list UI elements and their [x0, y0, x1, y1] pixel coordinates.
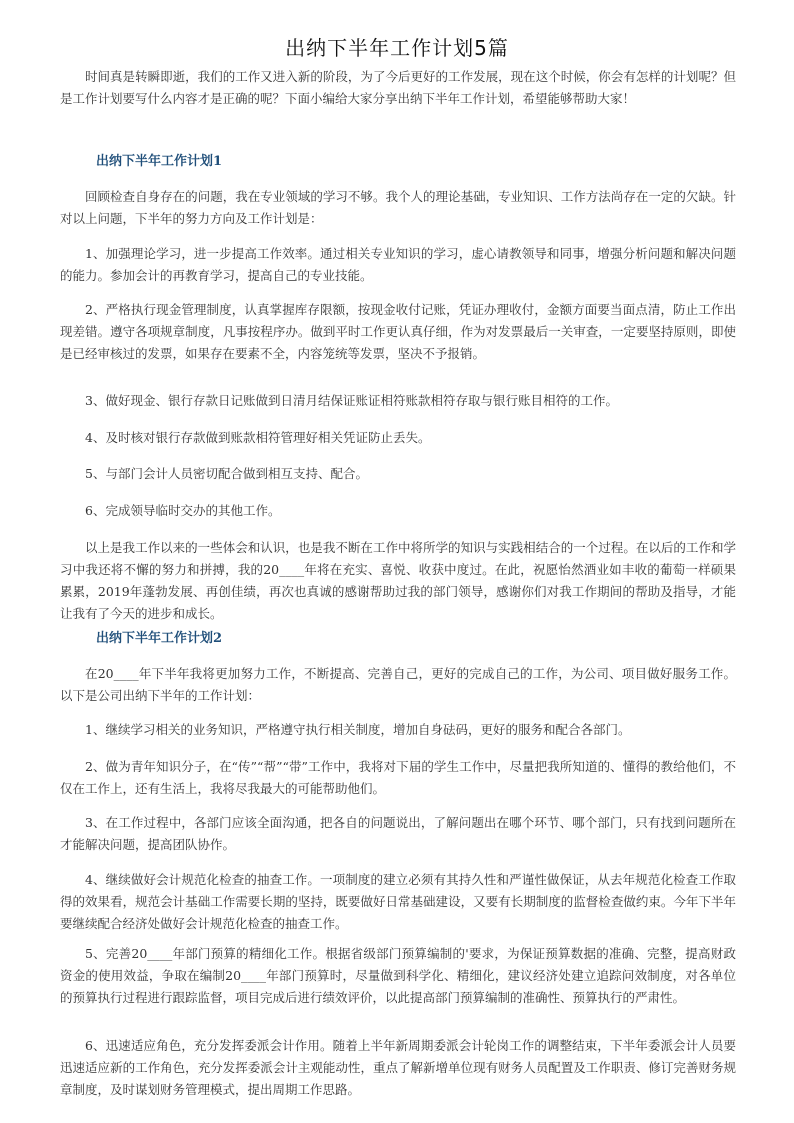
section-2-paragraph-5: 5、完善20____年部门预算的精细化工作。根据省级部门预算编制的'要求，为保证预算数据的准确、完整，提高财政资金的使用效益，争取在编制20____年部门预算时，尽量做到科学化、精细化，建议经济处建立追踪问效制度，对各单位的预算执行过程进行跟踪监督，项目完成后进行绩效评价，以此提高部门预算编制的准确性、预算执行的严肃性。 — [60, 946, 736, 1005]
section-2-paragraph-6: 6、迅速适应角色，充分发挥委派会计作用。随着上半年新周期委派会计轮岗工作的调整结束，下半年委派会计人员要迅速适应新的工作角色，充分发挥委派会计主观能动性，重点了解新增单位现有财务人员配置及工作职责、修订完善财务规章制度，及时谋划财务管理模式，提出周期工作思路。 — [60, 1038, 736, 1097]
section-1-paragraph-6: 6、完成领导临时交办的其他工作。 — [85, 503, 281, 518]
section-2-paragraph-0: 在20____年下半年我将更加努力工作，不断提高、完善自己，更好的完成自己的工作，为公司、项目做好服务工作。以下是公司出纳下半年的工作计划： — [60, 666, 736, 703]
section-1-paragraph-5: 5、与部门会计人员密切配合做到相互支持、配合。 — [85, 466, 368, 481]
section-1-heading: 出纳下半年工作计划1 — [96, 154, 223, 169]
section-1-paragraph-2: 2、严格执行现金管理制度，认真掌握库存限额，按现金收付记账，凭证办理收付，金额方面要当面点清，防止工作出现差错。遵守各项规章制度，凡事按程序办。做到平时工作更认真仔细，作为对发票最后一关审查，一定要坚持原则，即使是已经审核过的发票，如果存在要素不全，内容笼统等发票，坚决不予报销。 — [60, 302, 736, 361]
section-2-paragraph-4: 4、继续做好会计规范化检查的抽查工作。一项制度的建立必须有其持久性和严谨性做保证，从去年规范化检查工作取得的效果看，规范会计基础工作需要长期的坚持，既要做好日常基础建设，又要有长期制度的监督检查做约束。今年下半年要继续配合经济处做好会计规范化检查的抽查工作。 — [60, 872, 736, 931]
section-1-paragraph-7: 以上是我工作以来的一些体会和认识，也是我不断在工作中将所学的知识与实践相结合的一个过程。在以后的工作和学习中我还将不懈的努力和拼搏，我的20____年将在充实、喜悦、收获中度过。在此，祝愿怡然酒业如丰收的葡萄一样硕果累累，2019年蓬勃发展、再创佳绩，再次也真诚的感谢帮助过我的部门领导，感谢你们对我工作期间的帮助及指导，才能让我有了今天的进步和成长。 — [60, 540, 736, 621]
section-2-paragraph-2: 2、做为青年知识分子，在“传”“帮”“带”工作中，我将对下届的学生工作中，尽量把我所知道的、懂得的教给他们，不仅在工作上，还有生活上，我将尽我最大的可能帮助他们。 — [60, 759, 736, 796]
section-1-paragraph-0: 回顾检查自身存在的问题，我在专业领域的学习不够。我个人的理论基础，专业知识、工作方法尚存在一定的欠缺。针对以上问题，下半年的努力方向及工作计划是： — [60, 189, 736, 226]
section-2-heading: 出纳下半年工作计划2 — [96, 631, 223, 646]
page-title: 出纳下半年工作计划5篇 — [285, 36, 509, 60]
section-2-paragraph-1: 1、继续学习相关的业务知识，严格遵守执行相关制度，增加自身砝码，更好的服务和配合各部门。 — [85, 722, 631, 737]
section-1-paragraph-1: 1、加强理论学习，进一步提高工作效率。通过相关专业知识的学习，虚心请教领导和同事，增强分析问题和解决问题的能力。参加会计的再教育学习，提高自己的专业技能。 — [60, 246, 736, 283]
intro-paragraph: 时间真是转瞬即逝，我们的工作又进入新的阶段，为了今后更好的工作发展，现在这个时候，你会有怎样的计划呢？但是工作计划要写什么内容才是正确的呢？下面小编给大家分享出纳下半年工作计划，希望能够帮助大家！ — [60, 69, 736, 106]
section-1-paragraph-3: 3、做好现金、银行存款日记账做到日清月结保证账证相符账款相符存取与银行账目相符的工作。 — [85, 393, 618, 408]
section-1-paragraph-4: 4、及时核对银行存款做到账款相符管理好相关凭证防止丢失。 — [85, 430, 431, 445]
section-2-paragraph-3: 3、在工作过程中，各部门应该全面沟通，把各自的问题说出，了解问题出在哪个环节、哪个部门，只有找到问题所在才能解决问题，提高团队协作。 — [60, 815, 736, 852]
